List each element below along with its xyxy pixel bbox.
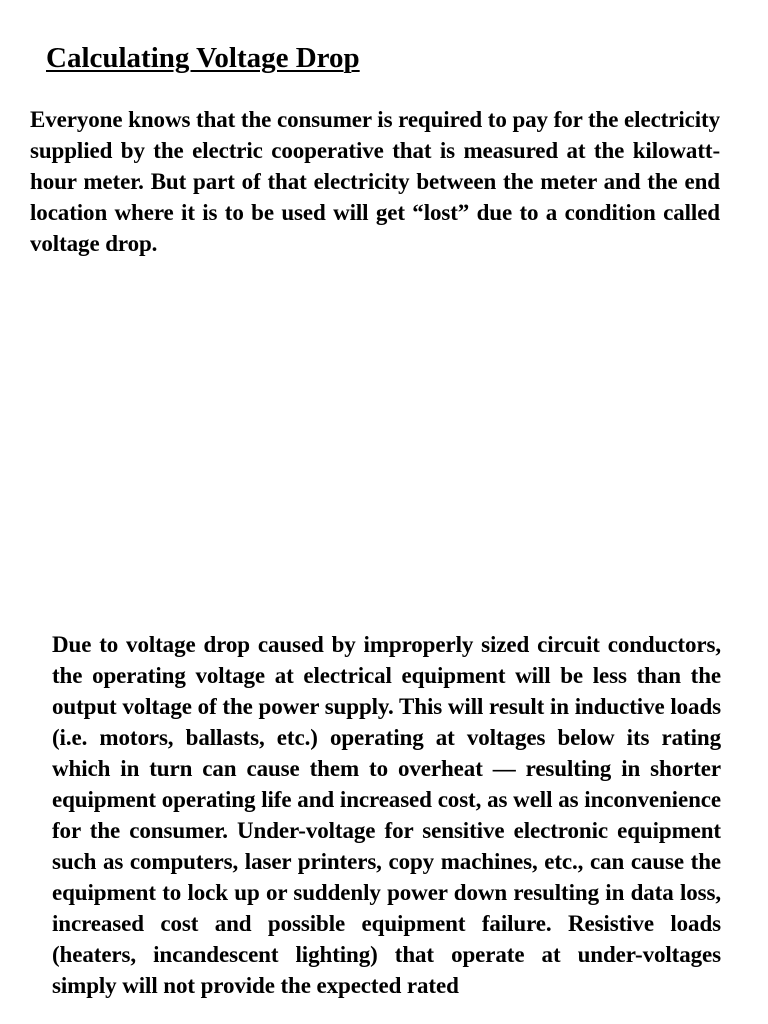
- paragraph-voltage-drop-effects: Due to voltage drop caused by improperly sized circuit conductors, the operating voltage at electrical equipment will be less than the output voltage of the power supply. This will result in inductive loads (i.e. motors, ballasts, etc.) operating at voltages below its rating which in turn can cause them to overheat — resulting in shorter equipment operating life and increased cost, as well as inconvenience for the consumer. Under-voltage for sensitive electronic equipment such as computers, laser printers, copy machines, etc., can cause the equipment to lock up or suddenly power down resulting in data loss, increased cost and possible equipment failure. Resistive loads (heaters, incandescent lighting) that operate at under-voltages simply will not provide the expected rated: [52, 632, 721, 998]
- paragraph-intro: Everyone knows that the consumer is required to pay for the electricity supplied by the electric cooperative that is measured at the kilowatt-hour meter. But part of that electricity between the meter and the end location where it is to be used will get “lost” due to a condition called voltage drop.: [30, 107, 720, 256]
- page-title: Calculating Voltage Drop: [46, 42, 360, 74]
